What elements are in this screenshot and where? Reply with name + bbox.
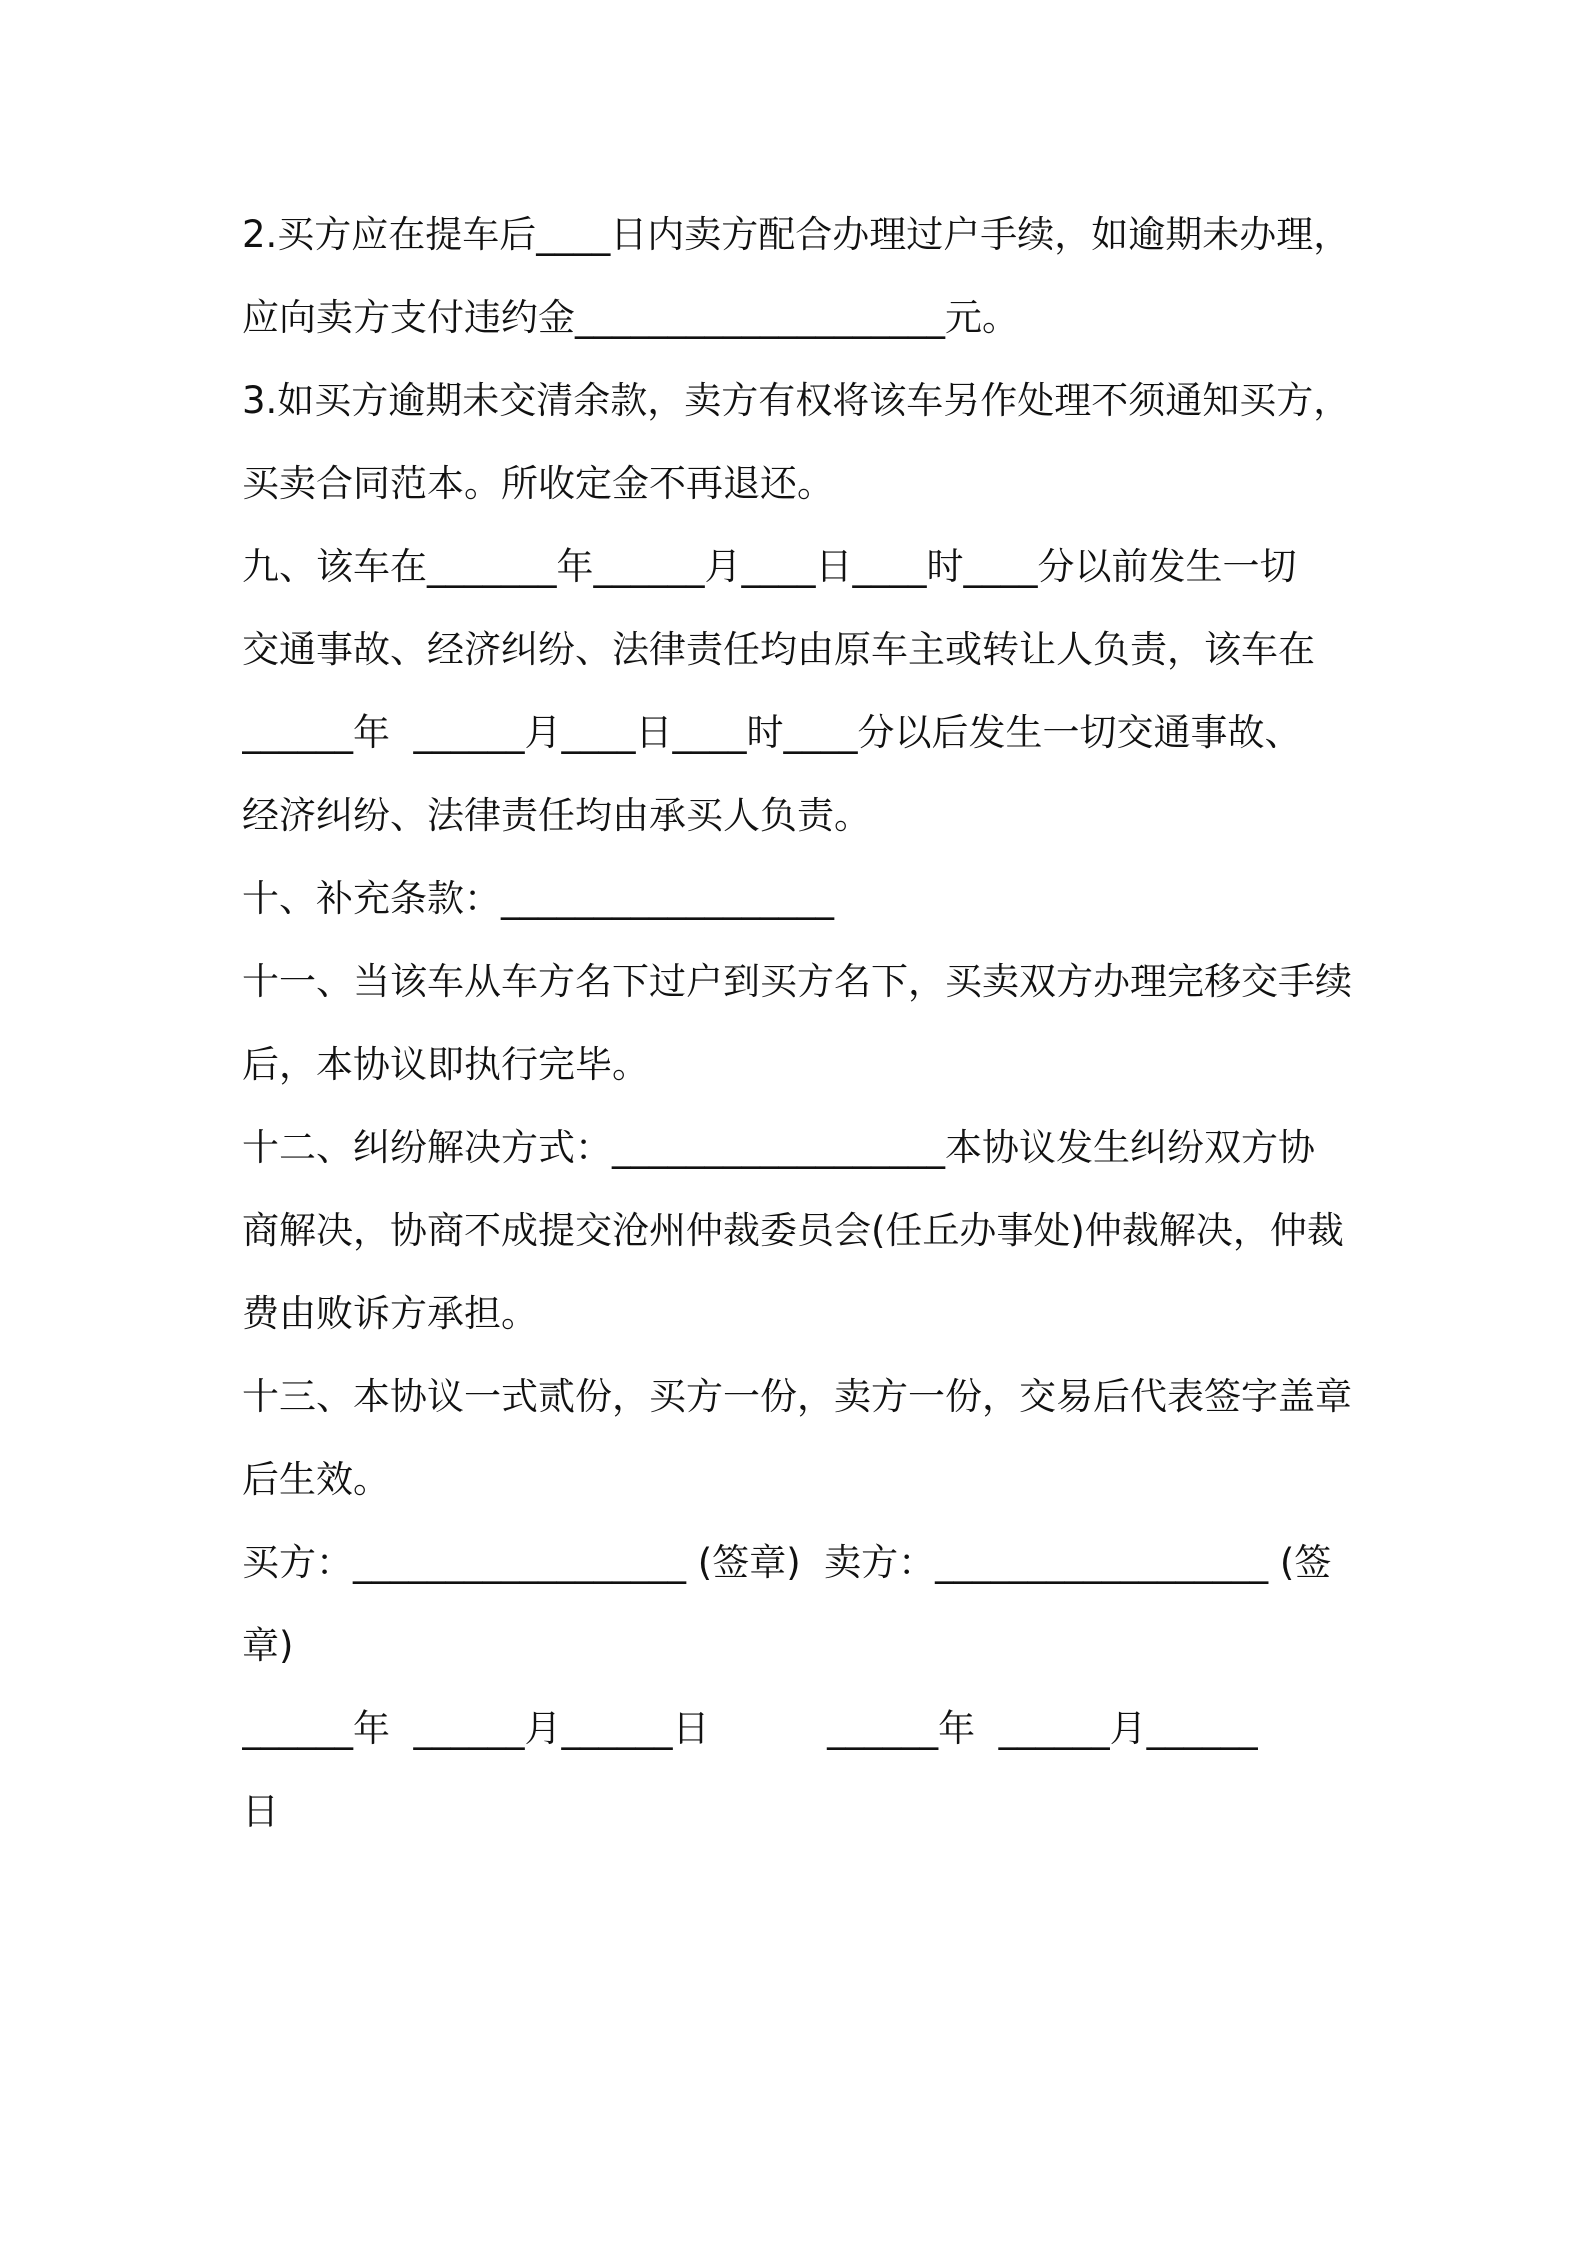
date-line-2: 日	[242, 1790, 279, 1833]
clause-9-line-3: ______年 ______月____日____时____分以后发生一切交通事故、	[242, 711, 1302, 754]
signature-line-2: 章)	[242, 1624, 294, 1667]
clause-8-2-line-2: 应向卖方支付违约金____________________元。	[242, 296, 1019, 339]
contract-text	[242, 193, 1356, 1853]
clause-12-line-3: 费由败诉方承担。	[242, 1292, 538, 1335]
clause-13-line-2: 后生效。	[242, 1458, 390, 1501]
clause-8-3-line-2: 买卖合同范本。所收定金不再退还。	[242, 462, 834, 505]
clause-9-line-2: 交通事故、经济纠纷、法律责任均由原车主或转让人负责，该车在	[242, 628, 1315, 671]
clause-11-line-2: 后，本协议即执行完毕。	[242, 1043, 649, 1086]
clause-9-line-1: 九、该车在_______年______月____日____时____分以前发生一切	[242, 545, 1297, 588]
clause-8-3-line-1: 3.如买方逾期未交清余款，卖方有权将该车另作处理不须通知买方，	[242, 379, 1351, 422]
clause-11-line-1: 十一、当该车从车方名下过户到买方名下，买卖双方办理完移交手续	[242, 960, 1352, 1003]
clause-12-line-1: 十二、纠纷解决方式：__________________本协议发生纠纷双方协	[242, 1126, 1315, 1169]
clause-9-line-4: 经济纠纷、法律责任均由承买人负责。	[242, 794, 871, 837]
clause-8-2-line-1: 2.买方应在提车后____日内卖方配合办理过户手续，如逾期未办理，	[242, 213, 1351, 256]
clause-12-line-2: 商解决，协商不成提交沧州仲裁委员会(任丘办事处)仲裁解决，仲裁	[242, 1209, 1344, 1252]
clause-13-line-1: 十三、本协议一式贰份，买方一份，卖方一份，交易后代表签字盖章	[242, 1375, 1352, 1418]
signature-line-1: 买方：__________________ (签章) 卖方：__________________ (签	[242, 1541, 1332, 1584]
date-line-1: ______年 ______月______日 ______年 ______月______	[242, 1707, 1258, 1750]
clause-10-line: 十、补充条款：__________________	[242, 877, 834, 920]
